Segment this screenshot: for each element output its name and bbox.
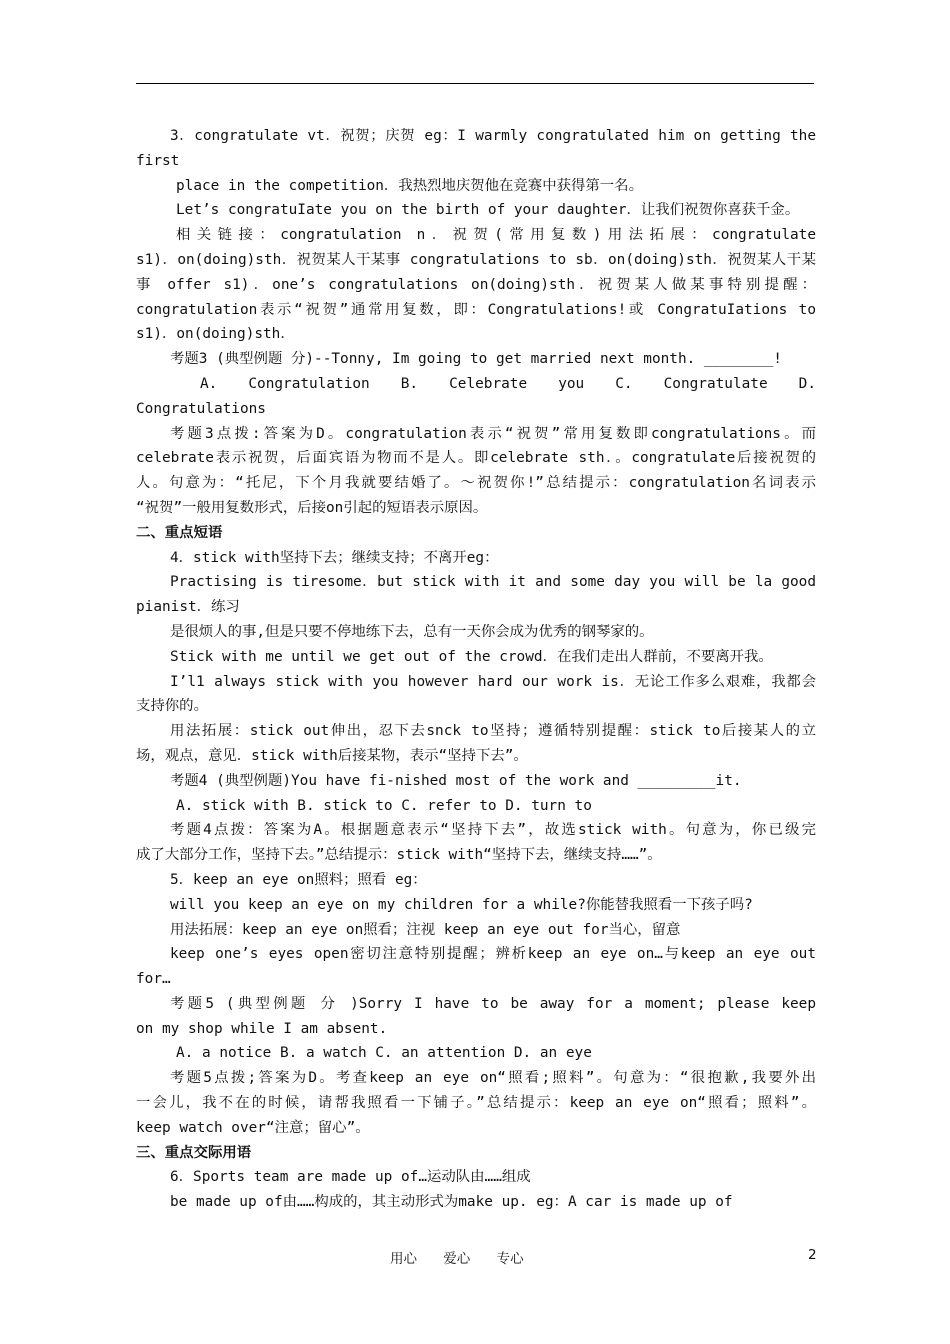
text-line: first (136, 152, 180, 169)
header-rule (136, 83, 814, 84)
text-line: 考题5 (典型例题 分 )Sorry I have to be away for a moment; please keep (170, 995, 816, 1012)
text-line: s1)．on(doing)sth． (136, 326, 295, 343)
text-line: 考题5点拨;答案为D。考查keep an eye on“照看;照料”。句意为：“很抱歉,我要外出 (170, 1070, 816, 1087)
text-line: A. stick with B. stick to C. refer to D. turn to (176, 797, 592, 814)
text-line: place in the competition．我热烈地庆贺他在竞赛中获得第一名。 (176, 177, 643, 194)
document-body (136, 124, 816, 1215)
motto-word: 专心 (496, 1251, 524, 1267)
text-line: 5．keep an eye on照料；照看 eg： (170, 871, 427, 888)
text-line: 考题4 (典型例题)You have fi-nished most of the work and _________it. (170, 772, 742, 789)
text-line: 事 offer s1)．one’s congratulations on(doing)sth．祝贺某人做某事特别提醒： (136, 276, 816, 293)
text-line: on my shop while I am absent. (136, 1020, 388, 1037)
text-line: 人。句意为：“托尼，下个月我就要结婚了。～祝贺你!”总结提示：congratulation名词表示 (136, 475, 816, 492)
text-line: 考题3点拨:答案为D。congratulation表示“祝贺”常用复数即congratulations。而 (170, 425, 816, 442)
text-line: Let’s congratuIate you on the birth of your daughter．让我们祝贺你喜获千金。 (176, 202, 800, 219)
text-line: 考题3 (典型例题 分)--Tonny, Im going to get married next month. ________! (170, 351, 782, 368)
text-line: 用法拓展：keep an eye on照看；注视 keep an eye out for当心，留意 (170, 921, 681, 938)
text-line: 6．Sports team are made up of…运动队由……组成 (170, 1169, 531, 1186)
section-heading: 二、重点短语 (136, 524, 223, 541)
footer-motto (390, 1247, 546, 1267)
text-line: Stick with me until we get out of the crowd．在我们走出人群前，不要离开我。 (170, 648, 773, 665)
text-line: will you keep an eye on my children for a while?你能替我照看一下孩子吗? (170, 896, 753, 913)
text-line: 成了大部分工作，坚持下去。”总结提示：stick with“坚持下去，继续支持……”。 (136, 847, 662, 864)
motto-word: 爱心 (443, 1251, 471, 1267)
text-line: 用法拓展：stick out伸出，忍下去snck to坚持；遵循特别提醒：stick to后接某人的立 (170, 723, 816, 740)
text-line: 支持你的。 (136, 698, 208, 715)
text-line: A. Congratulation B. Celebrate you C. Congratulate D. (200, 375, 816, 392)
text-line: 是很烦人的事,但是只要不停地练下去，总有一天你会成为优秀的钢琴家的。 (170, 623, 654, 640)
page-number: 2 (808, 1247, 817, 1263)
text-line: for… (136, 971, 171, 988)
text-line: 4．stick with坚持下去；继续支持；不离开eg： (170, 549, 499, 566)
text-line: s1)．on(doing)sth．祝贺某人干某事 congratulations to sb．on(doing)sth．祝贺某人干某 (136, 251, 816, 268)
text-line: pianist．练习 (136, 599, 240, 616)
text-line: “祝贺”一般用复数形式，后接on引起的短语表示原因。 (136, 499, 488, 516)
motto-word: 用心 (390, 1251, 417, 1267)
text-line: A. a notice B. a watch C. an attention D. an eye (176, 1045, 592, 1062)
text-line: Congratulations (136, 400, 266, 417)
text-line: 3．congratulate vt．祝贺；庆贺 eg：I warmly congratulated him on getting the (170, 128, 816, 144)
page-footer (0, 1247, 950, 1267)
text-line: keep one’s eyes open密切注意特别提醒；辨析keep an eye on…与keep an eye out (170, 946, 816, 963)
text-line: celebrate表示祝贺，后面宾语为物而不是人。即celebrate sth．。congratulate后接祝贺的 (136, 450, 816, 467)
text-line: congratulation表示“祝贺”通常用复数，即：Congratulations!或 CongratuIations to (136, 301, 816, 318)
section-heading: 三、重点交际用语 (136, 1144, 252, 1161)
text-line: Practising is tiresome．but stick with it and some day you will be la good (170, 574, 816, 591)
text-line: 考题4点拨：答案为A。根据题意表示“坚持下去”，故选stick with。句意为，你已级完 (170, 822, 816, 839)
text-line: 一会儿，我不在的时候，请帮我照看一下铺子。”总结提示：keep an eye on“照看；照料”。 (136, 1095, 816, 1112)
text-line: 相关链接：congratulation n．祝贺(常用复数)用法拓展：congratulate (176, 227, 816, 244)
text-line: keep watch over“注意；留心”。 (136, 1119, 370, 1136)
text-line: I’l1 always stick with you however hard our work is．无论工作多么艰难，我都会 (170, 673, 816, 690)
text-line: be made up of由……构成的，其主动形式为make up. eg：A car is made up of (170, 1194, 733, 1211)
text-line: 场，观点，意见．stick with后接某物，表示“坚持下去”。 (136, 747, 528, 764)
